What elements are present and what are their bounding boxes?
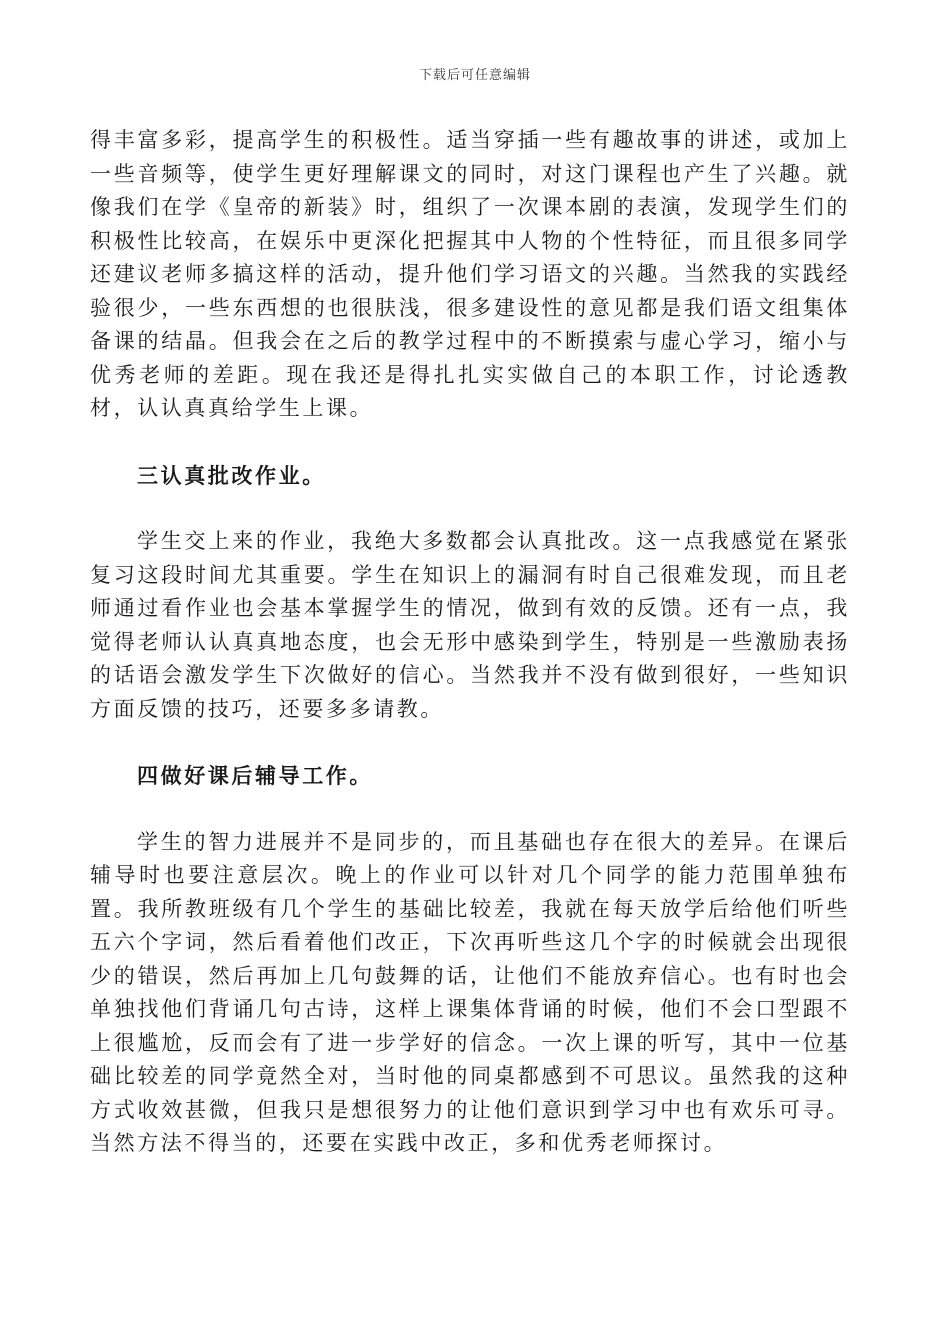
spacer xyxy=(90,726,850,759)
section-heading-3: 三认真批改作业。 xyxy=(137,462,326,488)
spacer xyxy=(90,492,850,525)
paragraph-continuation: 得丰富多彩，提高学生的积极性。适当穿插一些有趣故事的讲述，或加上一些音频等，使学生更好理解课文的同时，对这门课程也产生了兴趣。就像我们在学《皇帝的新装》时，组织了一次课本剧的表演，发现学生们的积极性比较高，在娱乐中更深化把握其中人物的个性特征，而且很多同学还建议老师多搞这样的活动，提升他们学习语文的兴趣。当然我的实践经验很少，一些东西想的也很肤浅，很多建设性的意见都是我们语文组集体备课的结晶。但我会在之后的教学过程中的不断摸索与虚心学习，缩小与优秀老师的差距。现在我还是得扎扎实实做自己的本职工作，讨论透教材，认认真真给学生上课。 xyxy=(90,128,850,420)
paragraph-tutoring: 学生的智力进展并不是同步的，而且基础也存在很大的差异。在课后辅导时也要注意层次。晚上的作业可以针对几个同学的能力范围单独布置。我所教班级有几个学生的基础比较差，我就在每天放学后给他们听些五六个字词，然后看着他们改正，下次再听些这几个字的时候就会出现很少的错误，然后再加上几句鼓舞的话，让他们不能放弃信心。也有时也会单独找他们背诵几句古诗，这样上课集体背诵的时候，他们不会口型跟不上很尴尬，反而会有了进一步学好的信念。一次上课的听写，其中一位基础比较差的同学竟然全对，当时他的同桌都感到不可思议。虽然我的这种方式收效甚微，但我只是想很努力的让他们意识到学习中也有欢乐可寻。当然方法不得当的，还要在实践中改正，多和优秀老师探讨。 xyxy=(90,829,850,1155)
spacer xyxy=(90,793,850,826)
section-heading-4: 四做好课后辅导工作。 xyxy=(137,763,373,788)
paragraph-homework: 学生交上来的作业，我绝大多数都会认真批改。这一点我感觉在紧张复习这段时间尤其重要。学生在知识上的漏洞有时自己很难发现，而且老师通过看作业也会基本掌握学生的情况，做到有效的反馈。还有一点，我觉得老师认认真真地态度，也会无形中感染到学生，特别是一些激励表扬的话语会激发学生下次做好的信心。当然我并不没有做到很好，一些知识方面反馈的技巧，还要多多请教。 xyxy=(90,529,850,721)
page-header: 下载后可任意编辑 xyxy=(418,68,531,83)
spacer xyxy=(90,426,850,459)
document-body xyxy=(90,124,850,1161)
